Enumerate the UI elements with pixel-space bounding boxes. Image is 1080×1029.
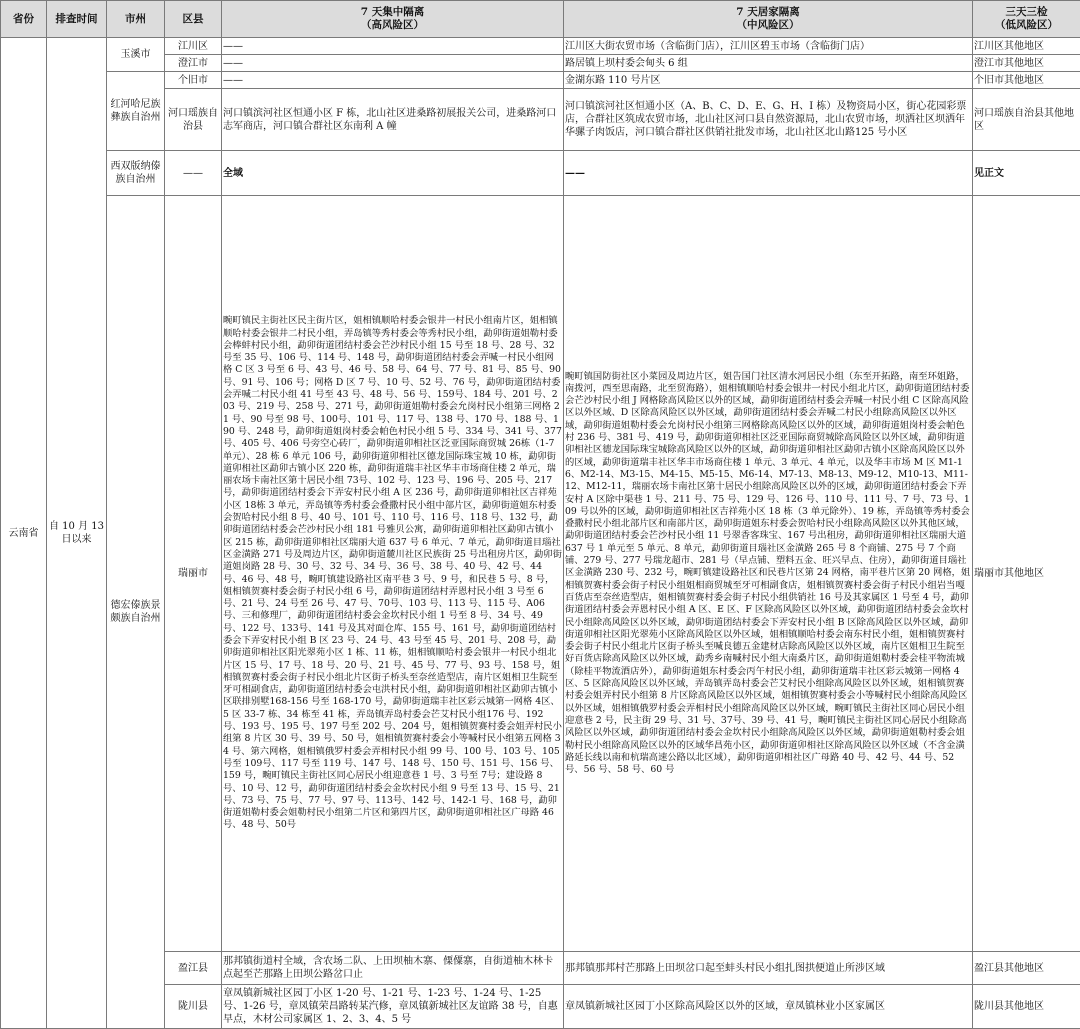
mid-risk-cell: 金湖东路 110 号片区	[564, 72, 973, 89]
table-row	[1, 196, 1080, 952]
header-period: 排查时间	[47, 1, 107, 38]
low-risk-cell: 陇川县其他地区	[973, 985, 1080, 1029]
county-cell: 河口瑶族自治县	[165, 89, 222, 151]
header-low-title: 三天三检	[974, 6, 1079, 19]
county-cell: ——	[165, 151, 222, 196]
mid-risk-cell: 畹町镇国防街社区小菜园及周边片区，姐告国门社区清水河居民小组（东至开拓路，南至环姐路，南拨河，西至思南路，北至贸海路），姐相镇顺哈村委会银井一村民小组北片区，勐卯街道团结村委会芒沙村民小组 J 网格除高风险区以外的区域，勐卯街道团结村委会弄喊一村民小组 C 区除高风险区以外区域、D 区除高风险区以外区域，勐卯街道团结村委会弄喊二村民小组除高风险区以外区域，勐卯街道姐勒村委会允岗村民小组第三网格除高风险区以外的区域，勐卯街道姐岗村委会帕色村 236 号、381 号、419 号，勐卯街道卯相社区泛亚国际商贸城除高风险区以外区域，勐卯街道卯相社区德龙国际珠宝城除高风险区以外的区域，勐卯街道卯相社区勐卯古镇小区除高风险区以外的区域，勐卯街道瑞丰社区华丰市场商住楼 1 单元、3 单元、4 单元，以及华丰市场 M 区 M1-16、M2-14、M3-15、M4-15、M5-15、M6-14、M7-13、M8-13、M9-12、M10-13、M11-12、M12-11，瑞丽农场卡南社区第十居民小组除高风险区以外的区域，勐卯街道团结村委会下弄安村 A 区除中渠巷 1 号、211 号、75 号、129 号、126 号、110 号、111 号、7 号、73 号、109 号以外的区域，勐卯街道卯相社区吉祥苑小区 18 栋（3 单元除外）、19 栋，弄岛镇等秀村委会叠撒村民小组北部片区和南部片区，勐卯街道姐东村委会贺哈村民小组除高风险区以外其他区域，勐卯街道团结村委会芒沙村民小组 11 号翠香客珠宝、167 号出租房，勐卯街道卯相社区瑞丽大道 637 号 1 单元至 5 单元、8 单元，勐卯街道目瑙社区金潢路 265 号 8 个商铺、275 号 7 个商铺、279 号、277 号瑞龙超市、281 号（早点铺、塑料五金、旺兴早点、住房），勐卯街道目瑙社区金潢路 230 号、232 号，畹町镇建设路社区和民巷片区第 24 网格，南平巷片区第 20 网格，姐相镇贺赛村委会街子村民小组姐相商贸城至牙可相副食店，姐相镇贺赛村委会街子村民小组岩当嘎百货店至奈丝造型店，姐相镇贺赛村委会街子村民小组供销社 16 号及其家属区 1 号至 4 号，勐卯街道团结村委会弄恩村民小组 A 区、E 区、F 区除高风险区以外区域，勐卯街道团结村委会金坎村民小组除高风险区以外区域，勐卯街道团结村委会下弄安村民小组 B 区除高风险区以外区域，勐卯街道卯相社区阳光翠苑小区除高风险区以外区域，姐相镇顺哈村委会南东村民小组，姐相镇贺赛村委会街子村民小组北片区街子桥头至喊良德五金建材店除高风险区以外区域，南片区姐相卫生院至好百货店除高风险区以外区域，勐秀乡南喊村民小组大南桑片区，勐卯街道姐勒村委会桂平物流城（除桂平物流酒店外），勐卯街道姐东村委会丙午村民小组，勐卯街道瑞丰社区彩云城第一网格 4 区、5 区除高风险区以外区域，弄岛镇弄岛村委会芒艾村民小组除高风险区以外区域，姐相镇贺赛村委会姐弄村民小组第 8 片区除高风险区以外区域，姐相镇贺赛村委会小等喊村民小组除高风险区以外区域，姐相镇俄罗村委会弄相村民小组除高风险区以外区域，畹町镇民主街社区同心居民小组迎意巷 2 号，民主街 29 号、31 号、37号、39 号、41 号，畹町镇民主街社区同心居民小组除高风险区以外区域，勐卯街道团结村委会金坎村民小组除高风险区以外区域，勐卯街道姐勒村委会姐勒村民小组除高风险区以外的区域华昌苑小区，勐卯街道卯相社区除高风险区以外区域（不含金潢路延长线以南和杭瑞高速公路以北区域），勐卯街道卯相社区广母路 40 号、42 号、44 号、52 号、56 号、58 号、60 号	[564, 196, 973, 952]
county-cell: 江川区	[165, 38, 222, 55]
header-row	[1, 1, 1080, 38]
period-cell: 自 10 月 13 日以来	[47, 38, 107, 1029]
high-risk-cell: 那邦镇街道村全域，含农场二队、上田坝柚木寨、傈僳寨，自街道柚木林卡点起至芒那路上田坝公路岔口止	[222, 952, 564, 985]
low-risk-cell: 盈江县其他地区	[973, 952, 1080, 985]
low-risk-cell: 河口瑶族自治县其他地区	[973, 89, 1080, 151]
header-high-title: 7 天集中隔离	[223, 6, 562, 19]
high-risk-cell: ——	[222, 72, 564, 89]
mid-risk-cell: 那邦镇那邦村芒那路上田坝岔口起至蚌头村民小组扎图拱便道止所涉区域	[564, 952, 973, 985]
low-risk-cell: 个旧市其他地区	[973, 72, 1080, 89]
high-risk-cell: 章凤镇新城社区园丁小区 1-20 号、1-21 号、1-23 号、1-24 号、1-25 号、1-26 号，章凤镇荣昌路转某汽修，章凤镇新城社区友谊路 38 号，自惠早点，木材公司家属区 1、2、3、4、5 号	[222, 985, 564, 1029]
low-risk-cell: 澄江市其他地区	[973, 55, 1080, 72]
city-cell: 西双版纳傣族自治州	[107, 151, 165, 196]
county-cell: 陇川县	[165, 985, 222, 1029]
low-risk-cell: 见正文	[973, 151, 1080, 196]
header-high-risk	[222, 1, 564, 38]
mid-risk-cell: 河口镇滨河社区恒通小区（A、B、C、D、E、G、H、I 栋）及物资局小区，街心花园彩票店，合群社区筑成农贸市场，北山社区河口县自然资源局，北山农贸市场，坝洒社区坝洒年华骡子肉饭店，河口镇合群社区供销社批发市场，北山社区北山路125 号小区	[564, 89, 973, 151]
mid-risk-cell: ——	[564, 151, 973, 196]
low-risk-cell: 江川区其他地区	[973, 38, 1080, 55]
header-province: 省份	[1, 1, 47, 38]
mid-risk-cell: 章凤镇新城社区园丁小区除高风险区以外的区域，章凤镇林业小区家属区	[564, 985, 973, 1029]
high-risk-cell: 全域	[222, 151, 564, 196]
city-cell: 德宏傣族景颇族自治州	[107, 196, 165, 1029]
header-high-sub: （高风险区）	[223, 19, 562, 32]
city-cell: 玉溪市	[107, 38, 165, 72]
low-risk-cell: 瑞丽市其他地区	[973, 196, 1080, 952]
header-low-risk	[973, 1, 1080, 38]
county-cell: 个旧市	[165, 72, 222, 89]
header-mid-sub: （中风险区）	[565, 19, 971, 32]
high-risk-cell: 河口镇滨河社区恒通小区 F 栋，北山社区进桑路初展报关公司，进桑路河口志军商店，河口镇合群社区东南利 A 幢	[222, 89, 564, 151]
header-low-sub: （低风险区）	[974, 19, 1079, 32]
mid-risk-cell: 路居镇上坝村委会甸头 6 组	[564, 55, 973, 72]
county-cell: 盈江县	[165, 952, 222, 985]
province-cell: 云南省	[1, 38, 47, 1029]
city-cell: 红河哈尼族彝族自治州	[107, 72, 165, 151]
header-city: 市州	[107, 1, 165, 38]
header-mid-risk	[564, 1, 973, 38]
table-row	[1, 38, 1080, 55]
county-cell: 澄江市	[165, 55, 222, 72]
high-risk-cell: ——	[222, 55, 564, 72]
table-row	[1, 72, 1080, 89]
mid-risk-cell: 江川区大街农贸市场（含临街门店），江川区碧玉市场（含临街门店）	[564, 38, 973, 55]
high-risk-cell: 畹町镇民主街社区民主街片区，姐相镇顺哈村委会银井一村民小组南片区，姐相镇顺哈村委会银井二村民小组，弄岛镇等秀村委会等秀村民小组，勐卯街道姐勒村委会棒蚌村民小组，勐卯街道团结村委会芒沙村民小组 15 号至 18 号、28 号、32 号至 35 号、106 号、114 号、148 号，勐卯街道团结村委会弄喊一村民小组网格 C 区 3 号至 6 号、43 号、46 号、58 号、64 号、77 号、81 号、85 号、90 号、91 号、106 号；网格 D 区 7 号、10 号、52 号、76 号，勐卯街道团结村委会弄喊二村民小组 41 号至 43 号、48 号、56 号、159号、184 号、201 号、203 号、219 号、258 号、271 号，勐卯街道姐勒村委会允岗村民小组第三网格 21 号、90 号至 98 号、100号、101 号、117 号、138 号、170 号、188 号、190 号、248 号，勐卯街道姐岗村委会帕色村民小组 5 号、334 号、341 号、377 号、405 号、406 号旁空心砖厂，勐卯街道卯相社区泛亚国际商贸城 26栋（1-7 单元）、28 栋 6 单元 106 号，勐卯街道卯相社区德龙国际珠宝城 10 栋，勐卯街道卯相社区勐卯古镇小区 220 栋，勐卯街道瑞丰社区华丰市场商住楼 2 单元，瑞丽农场卡南社区第十居民小组 73号、102 号、123 号、196 号、205 号、217 号，勐卯街道团结村委会下弄安村民小组 A 区 236 号，勐卯街道卯相社区吉祥苑小区 18栋 3 单元，弄岛镇等秀村委会叠撒村民小组中部片区，勐卯街道姐东村委会贺哈村民小组 8 号、40 号、101 号、110 号、116 号、118 号、132 号，勐卯街道团结村委会芒沙村民小组 181 号雅贝公寓，勐卯街道卯相社区勐卯古镇小区 215 栋，勐卯街道卯相社区瑞丽大道 637 号 6 单元、7 单元，勐卯街道目瑙社区金潢路 271 号及周边片区，勐卯街道麓川社区民族街 25 号出租房片区，勐卯街道姐岗路 28 号、30 号、32 号、34 号、36 号、38 号、40 号、42 号、44 号、46 号、48 号，畹町镇建设路社区南平巷 3 号、9 号，和民巷 5 号、8 号，姐相镇贺赛村委会街子村民小组 6 号，勐卯街道团结村弄恩村民小组 3 号至 6 号、21 号、24 号至 26 号、47 号、70号、103 号、113 号、115 号、A06 号、三和修理厂，勐卯街道团结村委会金坎村民小组 1 号至 8 号、34 号、49 号、122 号、133号、141 号及其对面仓库、155 号、161 号，勐卯街道团结村委会下弄安村民小组 B 区 23 号、24 号、43 号至 45 号、201 号、208 号，勐卯街道卯相社区阳光翠苑小区 1 栋、11 栋，姐相镇顺哈村委会银井一村民小组北片区 15 号、17 号、18 号、20 号、21 号、45 号、77 号、93 号、158 号，姐相镇贺赛村委会街子村民小组北片区街子桥头至奈丝造型店，南片区姐相卫生院至牙可相副食店，勐卯街道团结村委会屯洪村民小组，勐卯街道卯相社区勐卯古镇小区联排别墅168-156 号至 168-170 号，勐卯街道瑞丰社区彩云城第一网格 4区、5 区 33-7 栋、34 栋至 41 栋，弄岛镇弄岛村委会芒艾村民小组176 号、192 号、193 号、195 号、197 号至 202 号、204 号，姐相镇贺赛村委会姐弄村民小组第 8 片区 30 号、39 号、50 号，姐相镇贺赛村委会小等喊村民小组第五网格 34 号、第六网格，姐相镇俄罗村委会弄相村民小组 99 号、100 号、103 号、105 号至 109号、117 号至 119 号、147 号、148 号、150 号、151 号、156 号、159 号，畹町镇民主街社区同心居民小组迎意巷 1 号、3 号至 7号；建设路 8 号、10 号、12 号，勐卯街道团结村委会金坎村民小组 9 号至 13 号、15 号、21 号、73 号、75 号、77 号、97 号、113号、142 号、142-1 号、168 号，勐卯街道姐勒村委会姐勒村民小组第二片区和第四片区，勐卯街道卯相社区广母路 46 号、48 号、50号	[222, 196, 564, 952]
county-cell: 瑞丽市	[165, 196, 222, 952]
table-row	[1, 151, 1080, 196]
high-risk-cell: ——	[222, 38, 564, 55]
header-mid-title: 7 天居家隔离	[565, 6, 971, 19]
header-county: 区县	[165, 1, 222, 38]
